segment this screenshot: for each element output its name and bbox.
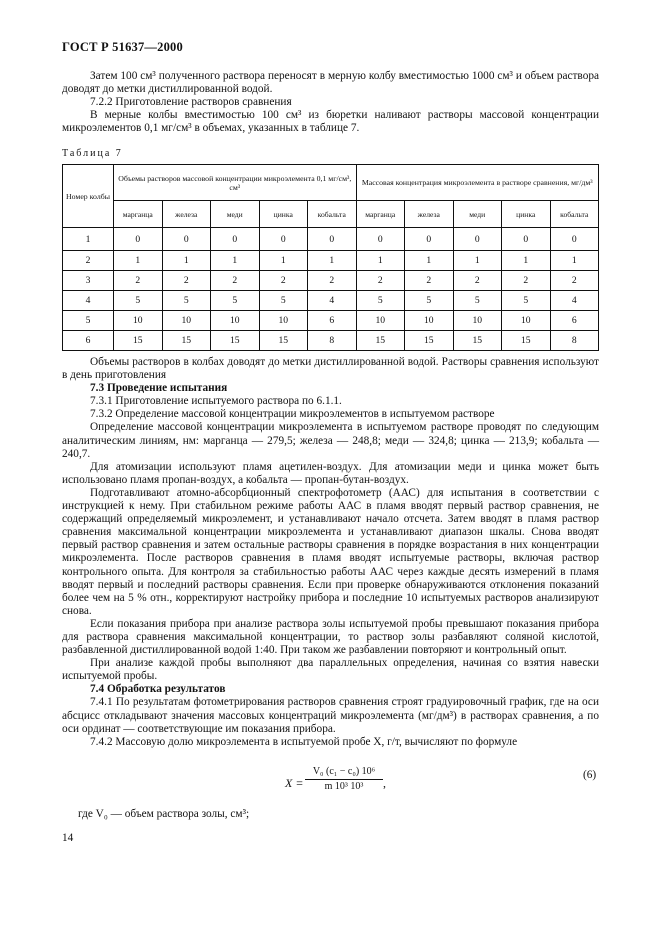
table-cell: 1 <box>356 251 405 271</box>
paragraph: Подготавливают атомно-абсорбционный спектрофотометр (ААС) для испытания в соответствии с инструкцией к нему. При стабильном режиме работы ААС в пламя вводят первый раствор сравнения, не содержащий определяемый микроэлемент, и устанавливают начало отсчета. Затем вводят в пламя раствор сравнения максимальной концентрации микроэлемента и устанавливают диапазон шкалы. Снова вводят первый раствор сравнения и затем остальные растворы сравнения в порядке возрастания в них концентрации микроэлемента. После растворов сравнения в пламя вводят испытуемые растворы, включая раствор контрольного опыта. Для контроля за стабильностью работы ААС через каждые десять измерений в пламя вводят первый и последний растворы сравнения. Если при проверке обнаруживаются отклонения показаний более чем на 5 % отн., корректируют настройку прибора и последние 10 испытуемых растворов анализируют снова. <box>62 486 599 617</box>
table-cell: 2 <box>502 271 551 291</box>
table-cell: 15 <box>502 331 551 351</box>
row-number-cell: 2 <box>63 251 114 271</box>
table-cell: 5 <box>453 291 502 311</box>
table-cell: 0 <box>502 228 551 251</box>
table-row <box>63 291 599 311</box>
table-body <box>63 228 599 351</box>
paragraph: Затем 100 см³ полученного раствора переносят в мерную колбу вместимостью 1000 см³ и объем раствора доводят до метки дистиллированной водой. <box>62 70 599 96</box>
table-cell: 0 <box>211 228 260 251</box>
section-heading: 7.3 Проведение испытания <box>90 382 228 395</box>
body-block <box>62 356 599 749</box>
table-row <box>63 311 599 331</box>
row-number-cell: 5 <box>63 311 114 331</box>
table-cell: 2 <box>405 271 454 291</box>
table-cell: 2 <box>308 271 357 291</box>
table-cell: 0 <box>550 228 599 251</box>
table-cell: 1 <box>114 251 163 271</box>
table-cell: 10 <box>453 311 502 331</box>
table-cell: 2 <box>453 271 502 291</box>
table-cell: 2 <box>259 271 308 291</box>
row-number-cell: 6 <box>63 331 114 351</box>
table-cell: 0 <box>259 228 308 251</box>
column-header: цинка <box>502 201 551 228</box>
table-cell: 5 <box>114 291 163 311</box>
table-cell: 4 <box>550 291 599 311</box>
column-header: кобальта <box>308 201 357 228</box>
table-cell: 4 <box>308 291 357 311</box>
column-header: меди <box>211 201 260 228</box>
table-cell: 1 <box>502 251 551 271</box>
formula-number: (6) <box>583 769 597 781</box>
table-cell: 1 <box>453 251 502 271</box>
table-cell: 1 <box>405 251 454 271</box>
paragraph: 7.3.2 Определение массовой концентрации микроэлементов в испытуемом растворе <box>90 408 495 421</box>
paragraph: При анализе каждой пробы выполняют два параллельных определения, начиная со взятия навески испытуемой пробы. <box>62 657 599 683</box>
table-cell: 15 <box>453 331 502 351</box>
paragraph: В мерные колбы вместимостью 100 см³ из бюретки наливают растворы массовой концентрации микроэлементов 0,1 мг/см³ в объемах, указанных в таблице 7. <box>62 109 599 135</box>
formula-fraction <box>305 766 383 792</box>
paragraph: Если показания прибора при анализе раствора золы испытуемой пробы превышают показания прибора для раствора сравнения максимальной концентрации, то раствор золы разбавляют соляной кислотой, разбавленной дистиллированной водой 1:40. При таком же разбавлении повторяют и контрольный опыт. <box>62 617 599 657</box>
table-cell: 15 <box>162 331 211 351</box>
table-cell: 2 <box>356 271 405 291</box>
formula-denominator: m 10³ 10³ <box>324 781 364 792</box>
paragraph: Объемы растворов в колбах доводят до метки дистиллированной водой. Растворы сравнения используют в день приготовления <box>62 356 599 382</box>
table-cell: 10 <box>259 311 308 331</box>
table-cell: 0 <box>405 228 454 251</box>
formula-6 <box>0 764 661 800</box>
standard-header: ГОСТ Р 51637—2000 <box>62 40 183 54</box>
table-cell: 5 <box>259 291 308 311</box>
table-row <box>63 251 599 271</box>
column-header: кобальта <box>550 201 599 228</box>
table-cell: 10 <box>356 311 405 331</box>
table-cell: 5 <box>405 291 454 311</box>
column-header: цинка <box>259 201 308 228</box>
table-cell: 5 <box>211 291 260 311</box>
table-cell: 15 <box>114 331 163 351</box>
table-cell: 15 <box>259 331 308 351</box>
table-cell: 1 <box>259 251 308 271</box>
subsection-heading: 7.2.2 Приготовление растворов сравнения <box>90 96 292 109</box>
paragraph: Определение массовой концентрации микроэлемента в испытуемом растворе проводят по следующим аналитическим линиям, нм: марганца — 279,5; железа — 248,8; меди — 324,8; цинка — 213,9; кобальта — 240,7. <box>62 421 599 460</box>
table-cell: 1 <box>211 251 260 271</box>
paragraph: 7.4.1 По результатам фотометрирования растворов сравнения строят градуировочный график, где на оси абсцисс откладывают значения массовых концентраций микроэлемента (мг/дм³) в растворах сравнения, а по оси ординат — соответствующие им показания прибора. <box>62 696 599 735</box>
table-cell: 5 <box>356 291 405 311</box>
row-number-cell: 3 <box>63 271 114 291</box>
table-cell: 15 <box>405 331 454 351</box>
table-row <box>63 271 599 291</box>
section-heading: 7.4 Обработка результатов <box>90 683 226 696</box>
table-cell: 8 <box>308 331 357 351</box>
column-header: железа <box>405 201 454 228</box>
table-cell: 1 <box>308 251 357 271</box>
table-cell: 2 <box>211 271 260 291</box>
table-cell: 15 <box>356 331 405 351</box>
paragraph: 7.3.1 Приготовление испытуемого раствора по 6.1.1. <box>90 395 342 408</box>
column-header: железа <box>162 201 211 228</box>
table-7 <box>62 164 599 351</box>
table-cell: 10 <box>211 311 260 331</box>
table-cell: 0 <box>356 228 405 251</box>
table-cell: 5 <box>162 291 211 311</box>
table-cell: 10 <box>114 311 163 331</box>
formula-numerator: V₀ (c₁ − c₀) 10⁶ <box>305 766 383 780</box>
formula-legend: где V₀ — объем раствора золы, см³; <box>78 808 250 820</box>
table-row <box>63 331 599 351</box>
table-cell: 0 <box>308 228 357 251</box>
table-cell: 10 <box>502 311 551 331</box>
column-group-concentration: Массовая концентрация микроэлемента в растворе сравнения, мг/дм³ <box>356 165 599 201</box>
column-group-volumes: Объемы растворов массовой концентрации микроэлемента 0,1 мг/см³, см³ <box>114 165 357 201</box>
table-cell: 10 <box>162 311 211 331</box>
table-cell: 1 <box>162 251 211 271</box>
table-cell: 15 <box>211 331 260 351</box>
column-header: марганца <box>356 201 405 228</box>
table-row <box>63 228 599 251</box>
table-cell: 0 <box>162 228 211 251</box>
row-number-cell: 1 <box>63 228 114 251</box>
column-header-number: Номер колбы <box>63 165 114 228</box>
formula-comma: , <box>383 776 386 790</box>
table-cell: 0 <box>114 228 163 251</box>
table-cell: 5 <box>502 291 551 311</box>
table-cell: 0 <box>453 228 502 251</box>
column-header: марганца <box>114 201 163 228</box>
page-number: 14 <box>62 832 74 844</box>
column-header: меди <box>453 201 502 228</box>
table-cell: 1 <box>550 251 599 271</box>
table-caption: Таблица 7 <box>62 148 123 159</box>
table-cell: 6 <box>308 311 357 331</box>
table-cell: 2 <box>550 271 599 291</box>
intro-block <box>62 70 599 135</box>
row-number-cell: 4 <box>63 291 114 311</box>
table-cell: 6 <box>550 311 599 331</box>
formula-lhs: X = <box>285 776 304 790</box>
table-cell: 10 <box>405 311 454 331</box>
table-cell: 8 <box>550 331 599 351</box>
table-cell: 2 <box>114 271 163 291</box>
paragraph: 7.4.2 Массовую долю микроэлемента в испытуемой пробе X, г/т, вычисляют по формуле <box>90 735 518 748</box>
table-cell: 2 <box>162 271 211 291</box>
paragraph: Для атомизации используют пламя ацетилен-воздух. Для атомизации меди и цинка может быть использовано пламя пропан-воздух, а кобальта — пропан-бутан-воздух. <box>62 460 599 486</box>
